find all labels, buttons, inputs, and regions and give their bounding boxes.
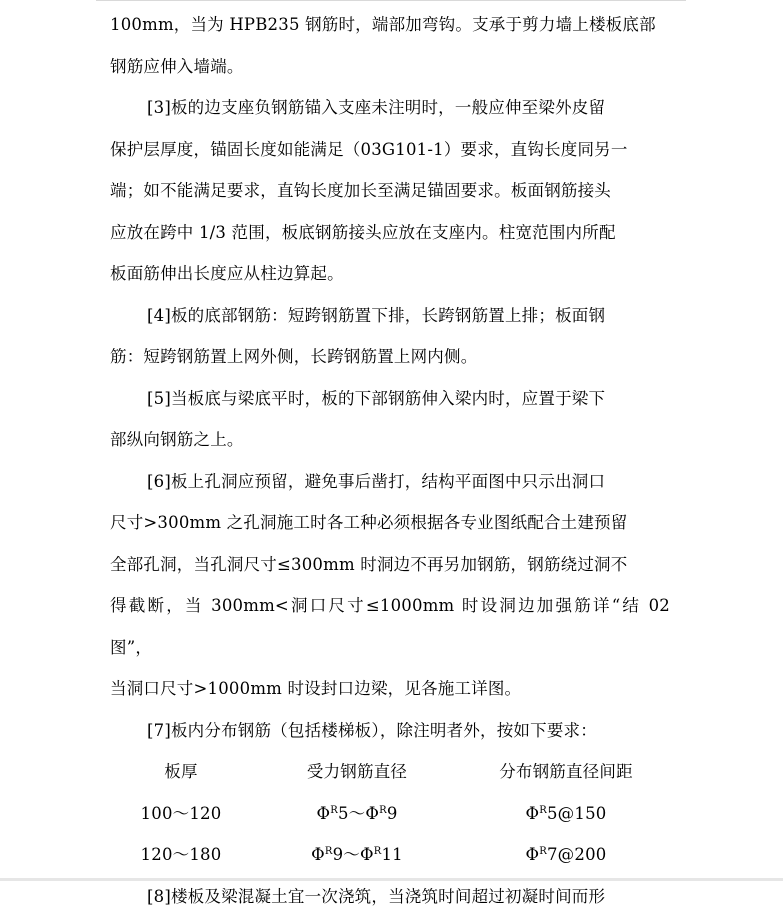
cell-main-rebar: $\Phi^R9\sim\Phi^R11$ <box>252 834 462 876</box>
page-top-border <box>96 0 686 1</box>
paragraph-3 <box>110 87 670 295</box>
cell-thickness: 120～180 <box>110 834 252 876</box>
text-line: 钢筋应伸入墙端。 <box>110 57 244 76</box>
cell-main-rebar: $\Phi^R5\sim\Phi^R9$ <box>252 793 462 835</box>
cell-thickness: 100～120 <box>110 793 252 835</box>
text-line: 板面筋伸出长度应从柱边算起。 <box>110 264 344 283</box>
text-line: [7]板内分布钢筋（包括楼梯板），除注明者外，按如下要求： <box>147 721 597 740</box>
text-line: 当洞口尺寸>1000mm 时设封口边梁，见各施工详图。 <box>110 679 521 698</box>
text-line: 全部孔洞，当孔洞尺寸≤300mm 时洞边不再另加钢筋，钢筋绕过洞不 <box>110 555 627 574</box>
text-line: 得截断，当 300mm<洞口尺寸≤1000mm 时设洞边加强筋详“结 02 图”， <box>110 596 670 657</box>
table-row <box>110 793 670 835</box>
table-row <box>110 834 670 876</box>
text-line: 100mm，当为 HPB235 钢筋时，端部加弯钩。支承于剪力墙上楼板底部 <box>110 15 656 34</box>
text-line: [5]当板底与梁底平时，板的下部钢筋伸入梁内时，应置于梁下 <box>147 389 605 408</box>
distribution-rebar-table <box>110 751 670 876</box>
text-line: 筋：短跨钢筋置上网外侧，长跨钢筋置上网内侧。 <box>110 347 477 366</box>
header-distribution-rebar: 分布钢筋直径间距 <box>462 751 670 793</box>
paragraph-8 <box>110 876 670 917</box>
paragraph-4 <box>110 295 670 378</box>
text-line: [3]板的边支座负钢筋锚入支座未注明时，一般应伸至梁外皮留 <box>147 98 605 117</box>
cell-distribution-rebar: $\Phi^R7@200$ <box>462 834 670 876</box>
intro-paragraph <box>110 4 670 87</box>
paragraph-7 <box>110 710 670 752</box>
text-line: 应放在跨中 1/3 范围，板底钢筋接头应放在支座内。柱宽范围内所配 <box>110 223 616 242</box>
text-line: 端；如不能满足要求，直钩长度加长至满足锚固要求。板面钢筋接头 <box>110 181 611 200</box>
header-main-rebar: 受力钢筋直径 <box>252 751 462 793</box>
text-line: 尺寸>300mm 之孔洞施工时各工种必须根据各专业图纸配合土建预留 <box>110 513 627 532</box>
document-page <box>110 4 670 917</box>
header-thickness: 板厚 <box>110 751 252 793</box>
text-line: [6]板上孔洞应预留，避免事后凿打，结构平面图中只示出洞口 <box>147 472 605 491</box>
text-line: [4]板的底部钢筋：短跨钢筋置下排，长跨钢筋置上排；板面钢 <box>147 306 605 325</box>
table-header-row <box>110 751 670 793</box>
text-line: 保护层厚度，锚固长度如能满足（03G101-1）要求，直钩长度同另一 <box>110 140 628 159</box>
text-line: [8]楼板及梁混凝土宜一次浇筑，当浇筑时间超过初凝时间而形 <box>147 887 605 906</box>
paragraph-5 <box>110 378 670 461</box>
cell-distribution-rebar: $\Phi^R5@150$ <box>462 793 670 835</box>
text-line: 部纵向钢筋之上。 <box>110 430 244 449</box>
paragraph-6 <box>110 461 670 710</box>
